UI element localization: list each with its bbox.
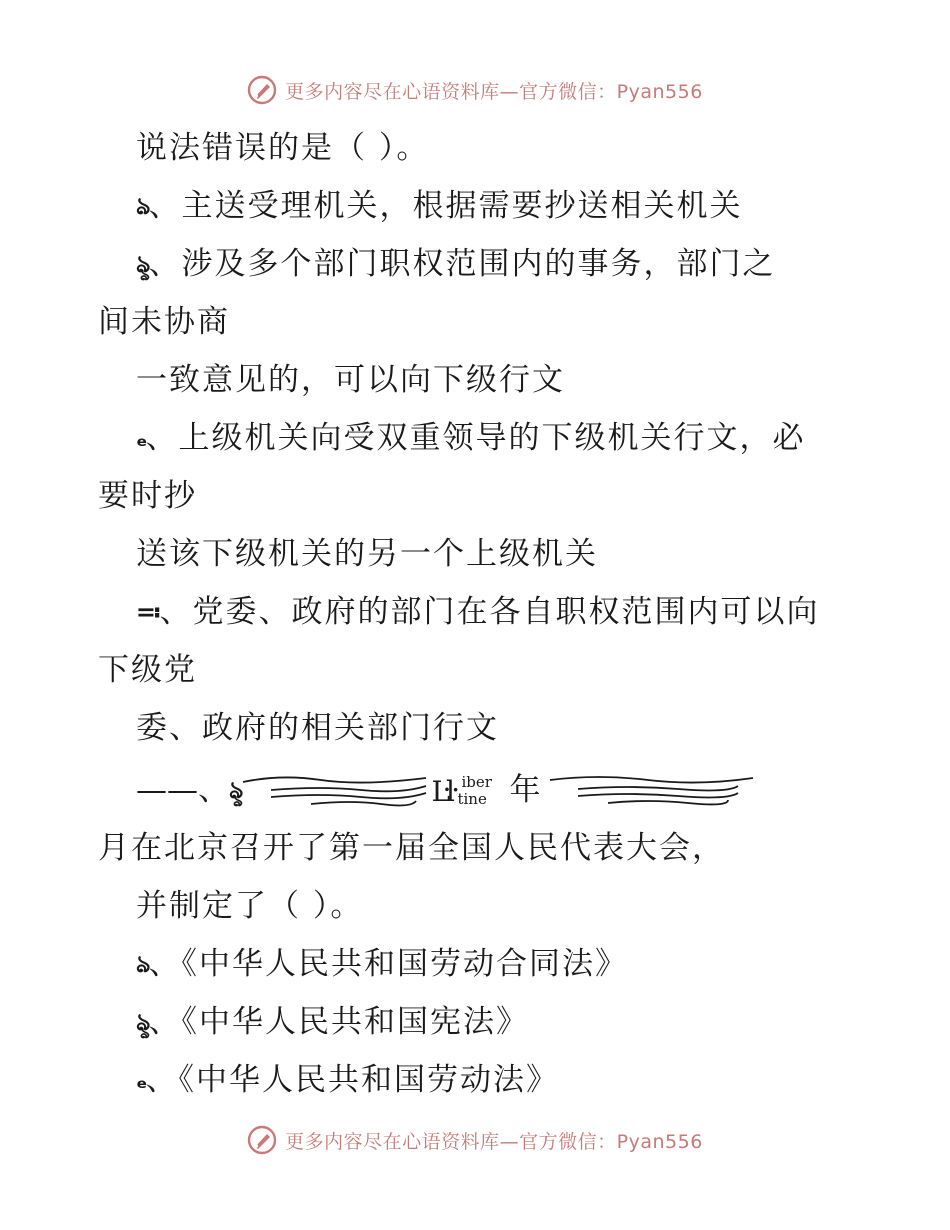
option-c-cont-2: 送该下级机关的另一个上级机关 [136,536,598,572]
question-two-start: ——、ৡ Ŀŀ iber tine 年 [136,770,758,810]
q2-option-b: ৡ、《中华人民共和国宪法》 [136,1004,529,1040]
option-b-cont-1: 间未协商 [98,304,230,340]
header-watermark [0,70,950,110]
option-c: ₑ、上级机关向受双重领导的下级机关行文，必 [136,420,806,456]
watermark-text: 更多内容尽在心语资料库—官方微信：Pyan556 [285,80,703,103]
q2-option-a-marker: ঌ [136,950,149,978]
option-b-marker: ৡ [136,250,149,278]
option-b-cont-2: 一致意见的，可以向下级行文 [136,362,565,398]
question-stem-end: 说法错误的是（ ）。 [136,130,430,166]
option-d-marker: ≕ [136,598,160,626]
pen-circle-logo-icon-footer [247,1125,277,1155]
option-c-marker: ₑ [136,424,146,452]
question-two-line-2: 月在北京召开了第一届全国人民代表大会， [98,830,725,866]
garbled-glyph: Ŀŀ iber tine [431,772,492,808]
option-d-cont-2: 委、政府的相关部门行文 [136,710,499,746]
q2-option-c: ₑ、《中华人民共和国劳动法》 [136,1062,559,1098]
q2-option-a: ঌ、《中华人民共和国劳动合同法》 [136,946,628,982]
option-a: ঌ、主送受理机关，根据需要抄送相关机关 [136,188,743,224]
pen-circle-logo-icon [247,75,277,105]
watermark-text-footer: 更多内容尽在心语资料库—官方微信：Pyan556 [285,1130,703,1153]
footer-watermark [0,1120,950,1160]
option-b: ৡ、涉及多个部门职权范围内的事务，部门之 [136,246,776,282]
option-c-cont-1: 要时抄 [98,478,197,514]
option-a-marker: ঌ [136,192,149,220]
option-d: ≕、党委、政府的部门在各自职权范围内可以向 [136,594,820,630]
swirl-ornament-icon: ৡ [229,776,242,804]
wave-ornament-icon-2 [548,772,758,812]
q2-option-b-marker: ৡ [136,1008,149,1036]
question-two-line-3: 并制定了（ ）。 [136,888,364,924]
option-d-cont-1: 下级党 [98,652,197,688]
q2-option-c-marker: ₑ [136,1066,146,1094]
wave-ornament-icon [241,772,431,812]
